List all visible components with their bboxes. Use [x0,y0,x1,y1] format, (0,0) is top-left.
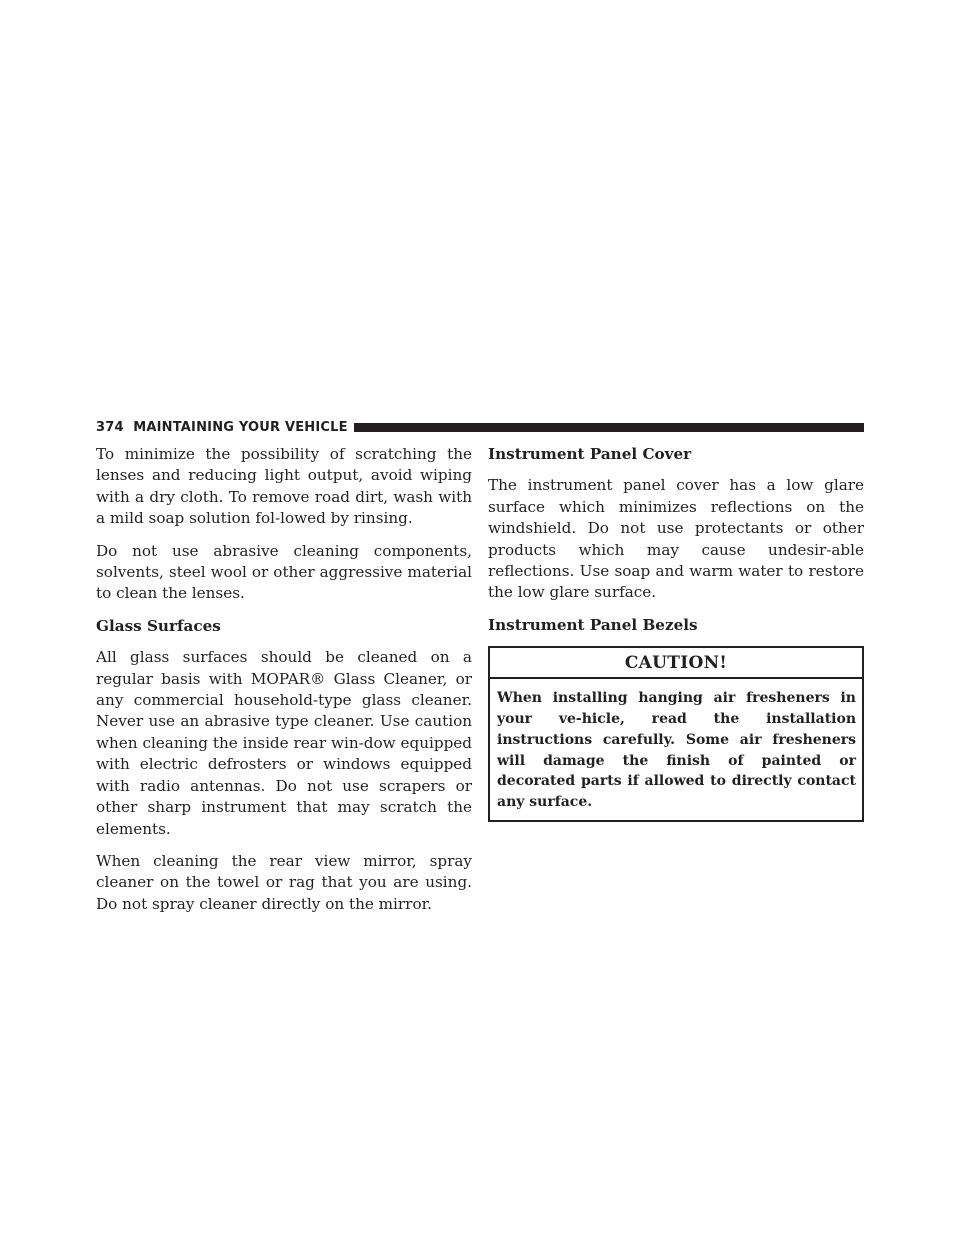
instrument-panel-cover-paragraph: The instrument panel cover has a low glare surface which minimizes reflections on the windshield. Do not use protectants or other products which may cause undesir-able reflections. Use soap and warm water to restore the low glare surface. [488,476,864,602]
instrument-panel-cover-heading: Instrument Panel Cover [488,445,692,463]
glass-surfaces-paragraph: All glass surfaces should be cleaned on a regular basis with MOPAR® Glass Cleaner, or any commercial household-type glass cleaner. Never use an abrasive type cleaner. Use caution when cleaning the inside rear win-dow equipped with electric defrosters or windows equipped with radio antennas. Do not use scrapers or other sharp instrument that may scratch the elements. [96,648,472,838]
glass-surfaces-heading: Glass Surfaces [96,616,221,635]
caution-box [488,646,864,822]
caution-text: When installing hanging air fresheners in your ve-hicle, read the installation instructions carefully. Some air fresheners will damage the finish of painted or decorated parts if allowed to directly contact any surface. [497,690,856,811]
instrument-panel-bezels-heading: Instrument Panel Bezels [488,615,698,634]
left-column [96,444,472,926]
right-column [488,444,864,822]
section-title: MAINTAINING YOUR VEHICLE [133,419,348,435]
mirror-paragraph: When cleaning the rear view mirror, spray cleaner on the towel or rag that you are using. Do not spray cleaner directly on the mirror. [96,851,472,913]
header-rule [354,423,864,432]
page-header-text [96,420,348,435]
lenses-paragraph: To minimize the possibility of scratching the lenses and reducing light output, avoid wiping with a dry cloth. To remove road dirt, wash with a mild soap solution fol-lowed by rinsing. [96,445,472,528]
page-number: 374 [96,419,124,435]
caution-title: CAUTION! [490,648,862,679]
page-header [96,417,864,437]
abrasive-paragraph: Do not use abrasive cleaning components, solvents, steel wool or other aggressive material to clean the lenses. [96,541,472,603]
